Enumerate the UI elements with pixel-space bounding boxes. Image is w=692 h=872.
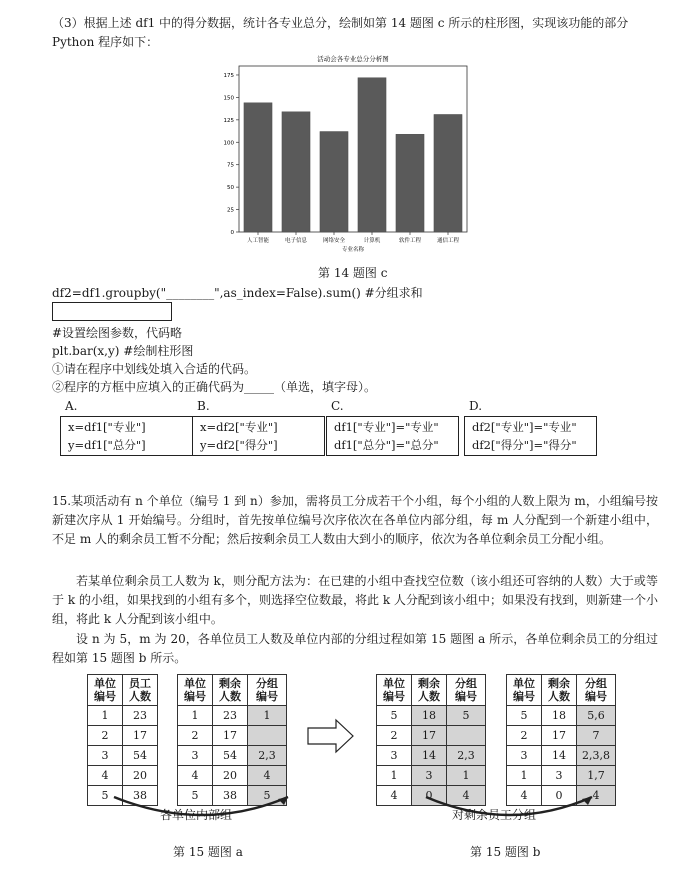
table-cell: 3 — [377, 746, 412, 766]
table-row — [178, 766, 287, 786]
table-cell: 2 — [377, 726, 412, 746]
table-cell: 5 — [507, 706, 542, 726]
table-cell: 18 — [412, 706, 447, 726]
y-tick-label: 75 — [227, 162, 234, 169]
table-row — [377, 726, 486, 746]
option-a-line1: x=df1["专业"] — [68, 420, 146, 434]
table-cell: 17 — [542, 726, 577, 746]
y-tick-label: 100 — [223, 140, 234, 147]
answer-box[interactable] — [52, 302, 172, 321]
bar — [320, 132, 348, 232]
option-b-line1: x=df2["专业"] — [200, 420, 278, 434]
x-tick-label: 人工智能 — [246, 238, 270, 244]
table-cell: 17 — [213, 726, 248, 746]
table-cell: 1 — [178, 706, 213, 726]
table-cell — [447, 726, 486, 746]
table-cell: 5 — [447, 706, 486, 726]
table-cell: 5 — [88, 786, 123, 806]
table-row — [178, 706, 287, 726]
table-cell: 0 — [412, 786, 447, 806]
y-tick-label: 0 — [230, 230, 234, 236]
table-cell: 2 — [88, 726, 123, 746]
fig-b-arrow-label: 对剩余员工分组 — [452, 808, 537, 822]
table-header-row — [507, 675, 616, 706]
option-a-label: A. — [65, 399, 78, 413]
table-cell: 5 — [377, 706, 412, 726]
table-row — [507, 766, 616, 786]
table-header-cell: 员工 人数 — [123, 675, 158, 706]
table-cell — [248, 726, 287, 746]
bar — [358, 78, 386, 232]
option-b-line2: y=df2["得分"] — [200, 438, 278, 452]
fig-a-caption: 第 15 题图 a — [173, 845, 243, 859]
x-axis-label: 专业名称 — [341, 247, 365, 253]
fig-a-table2 — [177, 674, 287, 806]
table-row — [507, 706, 616, 726]
table-header-cell: 分组 编号 — [447, 675, 486, 706]
option-d-box — [464, 416, 597, 456]
table-cell: 1 — [248, 706, 287, 726]
table-cell: 2,3,8 — [577, 746, 616, 766]
table-cell: 54 — [213, 746, 248, 766]
y-tick-label: 25 — [227, 207, 234, 214]
table-cell: 4 — [248, 766, 287, 786]
table-cell: 2,3 — [447, 746, 486, 766]
x-tick-label: 网络安全 — [322, 238, 346, 244]
q15-para3: 设 n 为 5，m 为 20，各单位员工人数及单位内部的分组过程如第 15 题图 a 所示，各单位剩余员工的分组过程如第 15 题图 b 所示。 — [52, 632, 658, 665]
fig-a-table1 — [87, 674, 158, 806]
table-cell: 4 — [377, 786, 412, 806]
table-header-cell: 单位 编号 — [377, 675, 412, 706]
table-header-cell: 剩余 人数 — [542, 675, 577, 706]
right-arrow-icon — [306, 718, 356, 754]
table-cell: 5 — [248, 786, 287, 806]
option-c-line2: df1["总分"]="总分" — [334, 438, 439, 452]
option-d-line2: df2["得分"]="得分" — [472, 438, 577, 452]
table-header-cell: 单位 编号 — [507, 675, 542, 706]
table-cell: 17 — [123, 726, 158, 746]
table-header-cell: 单位 编号 — [88, 675, 123, 706]
table-cell: 7 — [577, 726, 616, 746]
table-cell: 4 — [88, 766, 123, 786]
fig-b-table4 — [506, 674, 616, 806]
table-cell: 4 — [507, 786, 542, 806]
table-cell: 3 — [412, 766, 447, 786]
table-cell: 4 — [447, 786, 486, 806]
table-header-row — [178, 675, 287, 706]
table-cell: 14 — [412, 746, 447, 766]
q3-intro-line2: Python 程序如下： — [52, 35, 159, 49]
table-cell: 14 — [542, 746, 577, 766]
table-cell: 3 — [542, 766, 577, 786]
table-cell: 38 — [213, 786, 248, 806]
table-cell: 20 — [213, 766, 248, 786]
y-tick-label: 175 — [223, 72, 234, 79]
table-header-cell: 剩余 人数 — [412, 675, 447, 706]
table-cell: 3 — [88, 746, 123, 766]
x-tick-label: 计算机 — [363, 238, 381, 244]
table-header-cell: 分组 编号 — [248, 675, 287, 706]
table-cell: 1 — [507, 766, 542, 786]
table-row — [178, 726, 287, 746]
table-row — [377, 766, 486, 786]
q15-para2: 若某单位剩余员工人数为 k，则分配方法为：在已建的小组中查找空位数（该小组还可容纳的人数）大于或等于 k 的小组，如果找到的小组有多个，则选择空位数最，将此 k 人分配到该小组中；如果没有找到，则新建一个小组，将此 k 人分配到该小组中。 — [52, 574, 658, 626]
table-cell: 2,3 — [248, 746, 287, 766]
plot-frame — [239, 66, 467, 232]
y-tick-label: 50 — [227, 185, 234, 192]
table-cell: 4 — [577, 786, 616, 806]
table-cell: 38 — [123, 786, 158, 806]
table-row — [88, 706, 158, 726]
task1: ①请在程序中划线处填入合适的代码。 — [52, 362, 257, 376]
option-c-line1: df1["专业"]="专业" — [334, 420, 439, 434]
table-header-cell: 单位 编号 — [178, 675, 213, 706]
table-row — [377, 706, 486, 726]
table-row — [88, 746, 158, 766]
table-row — [88, 766, 158, 786]
table-header-cell: 分组 编号 — [577, 675, 616, 706]
table-row — [178, 746, 287, 766]
option-d-label: D. — [469, 399, 483, 413]
table-cell: 23 — [123, 706, 158, 726]
fig-a-arrow-label: 各单位内部组 — [160, 808, 233, 822]
option-d-line1: df2["专业"]="专业" — [472, 420, 577, 434]
table-cell: 17 — [412, 726, 447, 746]
table-cell: 20 — [123, 766, 158, 786]
code-line1: df2=df1.groupby("________",as_index=False).sum() #分组求和 — [52, 286, 423, 300]
table-cell: 2 — [507, 726, 542, 746]
option-c-box — [326, 416, 459, 456]
x-tick-label: 电子信息 — [284, 238, 308, 244]
option-a-box — [60, 416, 193, 456]
bar — [244, 103, 272, 232]
task2: ②程序的方框中应填入的正确代码为_____（单选，填字母）。 — [52, 380, 377, 394]
bar-chart — [205, 52, 477, 262]
table-cell: 1,7 — [577, 766, 616, 786]
table-cell: 2 — [178, 726, 213, 746]
option-b-label: B. — [197, 399, 210, 413]
table-cell: 1 — [88, 706, 123, 726]
table-cell: 3 — [507, 746, 542, 766]
y-tick-label: 150 — [223, 95, 234, 102]
bar — [282, 112, 310, 232]
table-cell: 18 — [542, 706, 577, 726]
table-cell: 5 — [178, 786, 213, 806]
option-a-line2: y=df1["总分"] — [68, 438, 146, 452]
table-cell: 0 — [542, 786, 577, 806]
table-cell: 1 — [377, 766, 412, 786]
option-c-label: C. — [331, 399, 344, 413]
bar — [434, 114, 462, 232]
code-line3: plt.bar(x,y) #绘制柱形图 — [52, 344, 194, 358]
figure-c-caption: 第 14 题图 c — [318, 266, 388, 280]
table-cell: 3 — [178, 746, 213, 766]
table-row — [507, 726, 616, 746]
table-cell: 23 — [213, 706, 248, 726]
table-cell: 54 — [123, 746, 158, 766]
x-tick-label: 软件工程 — [398, 238, 422, 244]
fig-b-table3 — [376, 674, 486, 806]
y-tick-label: 125 — [223, 117, 234, 124]
bar — [396, 134, 424, 232]
table-cell: 5,6 — [577, 706, 616, 726]
table-cell: 4 — [178, 766, 213, 786]
table-header-row — [88, 675, 158, 706]
table-header-row — [377, 675, 486, 706]
x-tick-label: 通信工程 — [436, 238, 460, 244]
fig-b-caption: 第 15 题图 b — [470, 845, 541, 859]
q15-para1: 15.某项活动有 n 个单位（编号 1 到 n）参加，需将员工分成若干个小组，每个小组的人数上限为 m，小组编号按新建次序从 1 开始编号。分组时，首先按单位编号次序依次在各单位内部分组，每 m 人分配到一个新建小组中，不足 m 人的剩余员工暂不分配；然后按剩余员工人数由大到小的顺序，依次为各单位剩余员工分配小组。 — [52, 494, 658, 546]
table-header-cell: 剩余 人数 — [213, 675, 248, 706]
table-row — [377, 746, 486, 766]
table-cell: 1 — [447, 766, 486, 786]
table-row — [507, 746, 616, 766]
code-comment1: #设置绘图参数，代码略 — [52, 326, 183, 340]
chart-title: 活动会各专业总分分析图 — [317, 55, 389, 63]
table-row — [88, 726, 158, 746]
option-b-box — [192, 416, 325, 456]
q3-intro-line1: （3）根据上述 df1 中的得分数据，统计各专业总分，绘制如第 14 题图 c 所示的柱形图，实现该功能的部分 — [52, 16, 629, 30]
